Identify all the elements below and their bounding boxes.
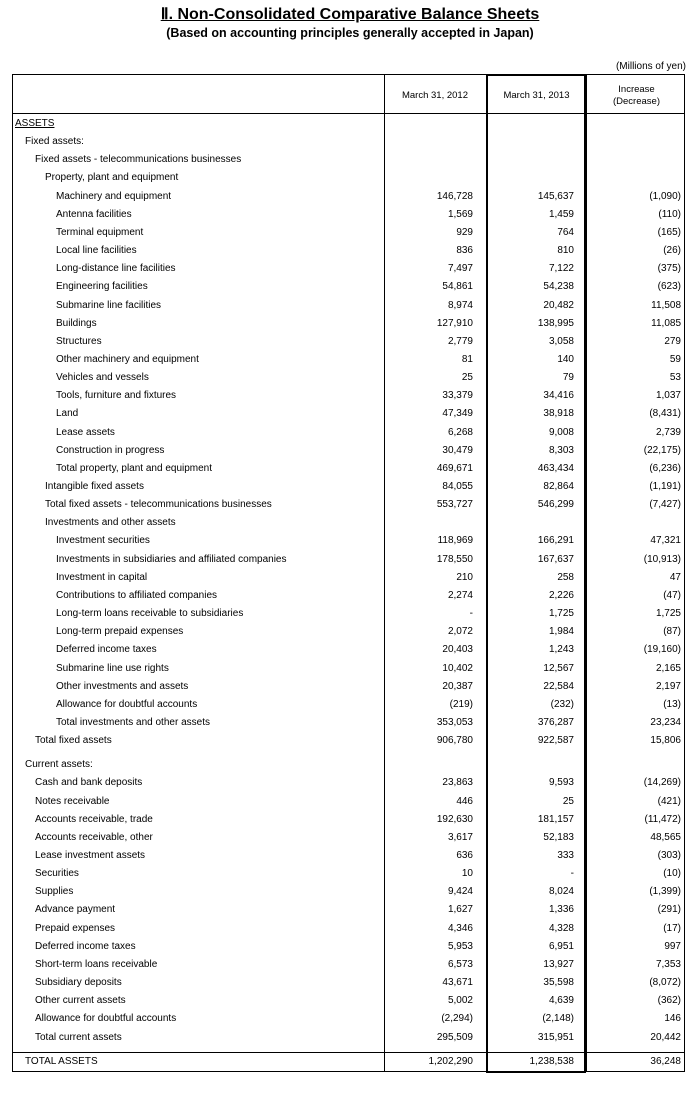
cell-curr: 4,639: [548, 995, 574, 1007]
row-label: Submarine line facilities: [56, 299, 162, 311]
table-row: [13, 115, 686, 133]
row-label: Total fixed assets: [35, 735, 112, 747]
table-row: [13, 169, 686, 187]
table-row: [13, 333, 686, 351]
cell-prev: 929: [456, 226, 473, 238]
cell-curr: 2,226: [548, 589, 574, 601]
row-label: Allowance for doubtful accounts: [35, 1013, 177, 1025]
cell-curr: 376,287: [537, 716, 574, 728]
row-label: Lease assets: [56, 426, 115, 438]
cell-diff: 47: [669, 571, 681, 583]
row-label: Other investments and assets: [56, 680, 189, 692]
cell-diff: (17): [663, 922, 681, 934]
row-label: TOTAL ASSETS: [25, 1056, 98, 1067]
table-row: [13, 478, 686, 496]
cell-prev: 30,479: [442, 444, 473, 456]
row-label: Supplies: [35, 886, 74, 898]
table-row: [13, 315, 686, 333]
cell-diff: 20,442: [650, 1031, 681, 1043]
cell-prev: 1,627: [447, 904, 473, 916]
table-row: [13, 678, 686, 696]
table-row: [13, 1010, 686, 1028]
cell-prev: 178,550: [436, 553, 473, 565]
column-header-march-2013: March 31, 2013: [503, 90, 570, 101]
cell-prev: 84,055: [442, 481, 473, 492]
row-label: Cash and bank deposits: [35, 777, 143, 789]
table-row: [13, 351, 686, 369]
cell-curr: 1,984: [548, 626, 574, 638]
cell-diff: (26): [663, 245, 681, 257]
table-row: [13, 405, 686, 423]
row-label: Contributions to affiliated companies: [56, 589, 218, 601]
row-label: Long-term prepaid expenses: [56, 626, 184, 638]
cell-curr: 167,637: [537, 553, 574, 565]
cell-curr: 1,243: [548, 644, 574, 656]
cell-prev: 553,727: [436, 499, 473, 511]
row-label: Investment securities: [56, 535, 150, 547]
cell-diff: (165): [657, 226, 681, 238]
cell-prev: 4,346: [447, 922, 473, 934]
cell-curr: 7,122: [548, 263, 574, 275]
cell-curr: 8,303: [548, 444, 574, 456]
cell-diff: 7,353: [655, 958, 681, 970]
table-row: [13, 532, 686, 550]
table-row: [13, 224, 686, 242]
table-row: [13, 811, 686, 829]
table-row: [13, 297, 686, 315]
row-label: Other current assets: [35, 995, 126, 1007]
row-label: Local line facilities: [56, 245, 137, 257]
table-row: [13, 424, 686, 442]
cell-diff: (375): [657, 263, 681, 275]
row-label: Submarine line use rights: [56, 662, 169, 674]
cell-prev: 3,617: [447, 831, 473, 843]
row-label: Subsidiary deposits: [35, 977, 122, 989]
cell-prev: 295,509: [436, 1031, 473, 1043]
cell-prev: 5,002: [447, 995, 473, 1007]
cell-curr: 12,567: [543, 662, 574, 674]
table-row: [13, 956, 686, 974]
cell-prev: 6,268: [447, 426, 473, 438]
row-label: Notes receivable: [35, 795, 110, 807]
header-divider: [13, 113, 684, 114]
row-label: Investments and other assets: [45, 517, 176, 529]
column-header-march-2012: March 31, 2012: [401, 90, 468, 101]
cell-prev: 210: [456, 571, 473, 583]
cell-curr: 922,587: [537, 735, 574, 747]
cell-diff: 997: [664, 940, 681, 952]
row-label: Investment in capital: [56, 571, 148, 583]
cell-prev: (219): [449, 698, 473, 710]
row-label: Deferred income taxes: [35, 940, 136, 952]
row-label: Accounts receivable, other: [35, 831, 153, 843]
cell-curr: 181,157: [537, 813, 574, 825]
cell-prev: 25: [461, 372, 473, 384]
cell-prev: 5,953: [447, 940, 473, 952]
cell-diff: 53: [669, 372, 681, 384]
cell-curr: 35,598: [543, 977, 574, 989]
row-label: Total property, plant and equipment: [56, 462, 213, 474]
cell-curr: 3,058: [548, 335, 574, 347]
cell-curr: 1,336: [548, 904, 574, 916]
cell-diff: (10,913): [643, 553, 681, 565]
cell-prev: 1,569: [447, 208, 473, 220]
cell-diff: 1,725: [655, 608, 681, 620]
page-subtitle: (Based on accounting principles generally accepted in Japan): [166, 26, 534, 40]
cell-prev: 446: [456, 795, 473, 807]
cell-curr: 546,299: [537, 499, 574, 511]
cell-diff: (6,236): [649, 462, 681, 474]
cell-diff: 146: [664, 1013, 681, 1025]
cell-curr: 140: [557, 353, 574, 365]
cell-prev: 353,053: [436, 716, 473, 728]
table-row: [13, 623, 686, 641]
cell-prev: 469,671: [436, 462, 473, 474]
cell-diff: (1,090): [649, 190, 681, 202]
cell-diff: (362): [657, 995, 681, 1007]
cell-diff: (110): [658, 208, 681, 220]
cell-curr: (2,148): [542, 1013, 574, 1025]
cell-curr: 9,593: [548, 777, 574, 789]
cell-diff: 11,085: [651, 317, 681, 329]
cell-diff: (291): [657, 904, 681, 916]
cell-diff: (1,191): [649, 481, 681, 492]
row-label: Total investments and other assets: [56, 716, 210, 728]
balance-sheet-table: [12, 74, 685, 1072]
cell-curr: 810: [557, 245, 574, 257]
table-row: [13, 551, 686, 569]
table-row: [13, 206, 686, 224]
page-title: Ⅱ. Non-Consolidated Comparative Balance Sheets: [160, 6, 540, 23]
cell-diff: (19,160): [643, 644, 681, 656]
row-label: Intangible fixed assets: [45, 481, 144, 492]
table-row: [13, 442, 686, 460]
cell-prev: 1,202,290: [428, 1056, 473, 1067]
column-header-increase-decrease: Increase (Decrease): [613, 84, 660, 107]
cell-curr: 34,416: [543, 390, 574, 402]
cell-curr: 145,637: [537, 190, 574, 202]
cell-prev: 8,974: [447, 299, 473, 311]
row-label: Machinery and equipment: [56, 190, 172, 202]
row-label: Tools, furniture and fixtures: [56, 390, 177, 402]
table-row: [13, 756, 686, 774]
row-label: Vehicles and vessels: [56, 372, 149, 384]
cell-curr: 764: [557, 226, 574, 238]
cell-prev: 146,728: [436, 190, 473, 202]
row-label: Engineering facilities: [56, 281, 148, 293]
cell-curr: 333: [557, 850, 574, 861]
table-row: [13, 1029, 686, 1047]
row-label: ASSETS: [15, 118, 55, 129]
cell-curr: 22,584: [543, 680, 574, 692]
row-label: Total current assets: [35, 1031, 122, 1043]
table-row: [13, 714, 686, 732]
cell-prev: 127,910: [436, 317, 473, 329]
cell-diff: 23,234: [650, 716, 681, 728]
cell-prev: 43,671: [442, 977, 473, 989]
row-label: Antenna facilities: [56, 208, 132, 220]
cell-curr: 258: [557, 571, 574, 583]
cell-diff: 2,165: [655, 662, 681, 674]
table-row: [13, 847, 686, 865]
cell-prev: 20,387: [442, 680, 473, 692]
row-label: Land: [56, 408, 79, 420]
cell-curr: 1,459: [548, 208, 574, 220]
cell-prev: 10,402: [442, 662, 473, 674]
cell-prev: (2,294): [441, 1013, 473, 1025]
cell-curr: 79: [562, 372, 574, 384]
cell-diff: (47): [663, 589, 681, 601]
cell-prev: 9,424: [447, 886, 473, 898]
table-row: [13, 938, 686, 956]
table-row: [13, 774, 686, 792]
table-row: [13, 387, 686, 405]
table-row: [13, 188, 686, 206]
cell-prev: 23,863: [442, 777, 473, 789]
table-row: [13, 605, 686, 623]
row-label: Fixed assets:: [25, 136, 84, 148]
cell-curr: 8,024: [548, 886, 574, 898]
table-row: [13, 242, 686, 260]
cell-curr: 9,008: [548, 426, 574, 438]
cell-diff: (10): [663, 868, 681, 880]
cell-diff: 15,806: [650, 735, 681, 747]
cell-curr: 54,238: [543, 281, 574, 293]
cell-diff: 48,565: [650, 831, 681, 843]
cell-diff: (22,175): [643, 444, 681, 456]
row-label: Current assets:: [25, 759, 93, 771]
cell-prev: 2,274: [447, 589, 473, 601]
table-row: [13, 920, 686, 938]
cell-curr: 1,238,538: [529, 1056, 574, 1067]
cell-prev: -: [469, 608, 473, 620]
table-row: [13, 460, 686, 478]
row-label: Long-term loans receivable to subsidiaries: [56, 608, 244, 620]
row-label: Total fixed assets - telecommunications businesses: [45, 499, 272, 511]
cell-diff: 2,739: [655, 426, 681, 438]
table-row: [13, 1053, 686, 1071]
cell-curr: 82,864: [543, 481, 574, 492]
row-label: Structures: [56, 335, 102, 347]
cell-curr: (232): [550, 698, 574, 710]
cell-diff: 11,508: [651, 299, 681, 311]
cell-curr: 38,918: [543, 408, 574, 420]
cell-diff: (87): [663, 626, 681, 638]
cell-curr: 52,183: [543, 831, 574, 843]
cell-prev: 836: [456, 245, 473, 257]
row-label: Buildings: [56, 317, 97, 329]
table-row: [13, 974, 686, 992]
cell-diff: (303): [657, 850, 681, 861]
cell-prev: 636: [456, 850, 473, 861]
cell-curr: -: [570, 868, 574, 880]
cell-diff: 59: [669, 353, 681, 365]
table-row: [13, 514, 686, 532]
cell-prev: 906,780: [436, 735, 473, 747]
cell-diff: (8,431): [649, 408, 681, 420]
cell-diff: 36,248: [650, 1056, 681, 1067]
table-row: [13, 793, 686, 811]
cell-diff: 47,321: [650, 535, 681, 547]
cell-curr: 20,482: [543, 299, 574, 311]
table-row: [13, 151, 686, 169]
row-label: Short-term loans receivable: [35, 958, 158, 970]
row-label: Fixed assets - telecommunications businesses: [35, 154, 242, 166]
cell-prev: 192,630: [436, 813, 473, 825]
table-row: [13, 865, 686, 883]
table-row: [13, 278, 686, 296]
cell-curr: 166,291: [537, 535, 574, 547]
row-label: Accounts receivable, trade: [35, 813, 153, 825]
cell-diff: (421): [657, 795, 681, 807]
row-label: Lease investment assets: [35, 850, 146, 861]
cell-diff: (623): [657, 281, 681, 293]
cell-prev: 2,072: [447, 626, 473, 638]
cell-curr: 463,434: [537, 462, 574, 474]
cell-prev: 81: [461, 353, 473, 365]
row-label: Long-distance line facilities: [56, 263, 176, 275]
cell-curr: 138,995: [537, 317, 574, 329]
table-row: [13, 992, 686, 1010]
row-label: Property, plant and equipment: [45, 172, 179, 184]
table-row: [13, 641, 686, 659]
table-row: [13, 587, 686, 605]
cell-curr: 1,725: [548, 608, 574, 620]
table-row: [13, 883, 686, 901]
table-row: [13, 660, 686, 678]
cell-diff: (14,269): [643, 777, 681, 789]
row-label: Advance payment: [35, 904, 116, 916]
row-label: Construction in progress: [56, 444, 165, 456]
cell-diff: (1,399): [649, 886, 681, 898]
row-label: Allowance for doubtful accounts: [56, 698, 198, 710]
cell-curr: 25: [562, 795, 574, 807]
row-label: Other machinery and equipment: [56, 353, 199, 365]
row-label: Investments in subsidiaries and affiliated companies: [56, 553, 287, 565]
cell-diff: (8,072): [649, 977, 681, 989]
cell-prev: 2,779: [447, 335, 473, 347]
cell-prev: 6,573: [447, 958, 473, 970]
cell-diff: 1,037: [655, 390, 681, 402]
cell-diff: 2,197: [655, 680, 681, 692]
cell-diff: (7,427): [649, 499, 681, 511]
table-row: [13, 369, 686, 387]
cell-prev: 10: [461, 868, 473, 880]
cell-diff: (13): [663, 698, 681, 710]
row-label: Prepaid expenses: [35, 922, 116, 934]
cell-curr: 13,927: [543, 958, 574, 970]
cell-prev: 118,969: [437, 535, 473, 547]
units-note: (Millions of yen): [615, 61, 686, 72]
cell-prev: 33,379: [442, 390, 473, 402]
cell-curr: 4,328: [548, 922, 574, 934]
cell-curr: 6,951: [548, 940, 574, 952]
table-row: [13, 133, 686, 151]
table-row: [13, 569, 686, 587]
row-label: Deferred income taxes: [56, 644, 157, 656]
cell-diff: (11,472): [644, 813, 681, 825]
table-row: [13, 901, 686, 919]
cell-diff: 279: [664, 335, 681, 347]
cell-prev: 54,861: [442, 281, 473, 293]
row-label: Securities: [35, 868, 79, 880]
table-row: [13, 829, 686, 847]
cell-prev: 47,349: [442, 408, 473, 420]
table-row: [13, 260, 686, 278]
row-label: Terminal equipment: [56, 226, 144, 238]
cell-curr: 315,951: [537, 1031, 574, 1043]
cell-prev: 7,497: [447, 263, 473, 275]
cell-prev: 20,403: [442, 644, 473, 656]
table-row: [13, 496, 686, 514]
table-row: [13, 732, 686, 750]
table-row: [13, 696, 686, 714]
